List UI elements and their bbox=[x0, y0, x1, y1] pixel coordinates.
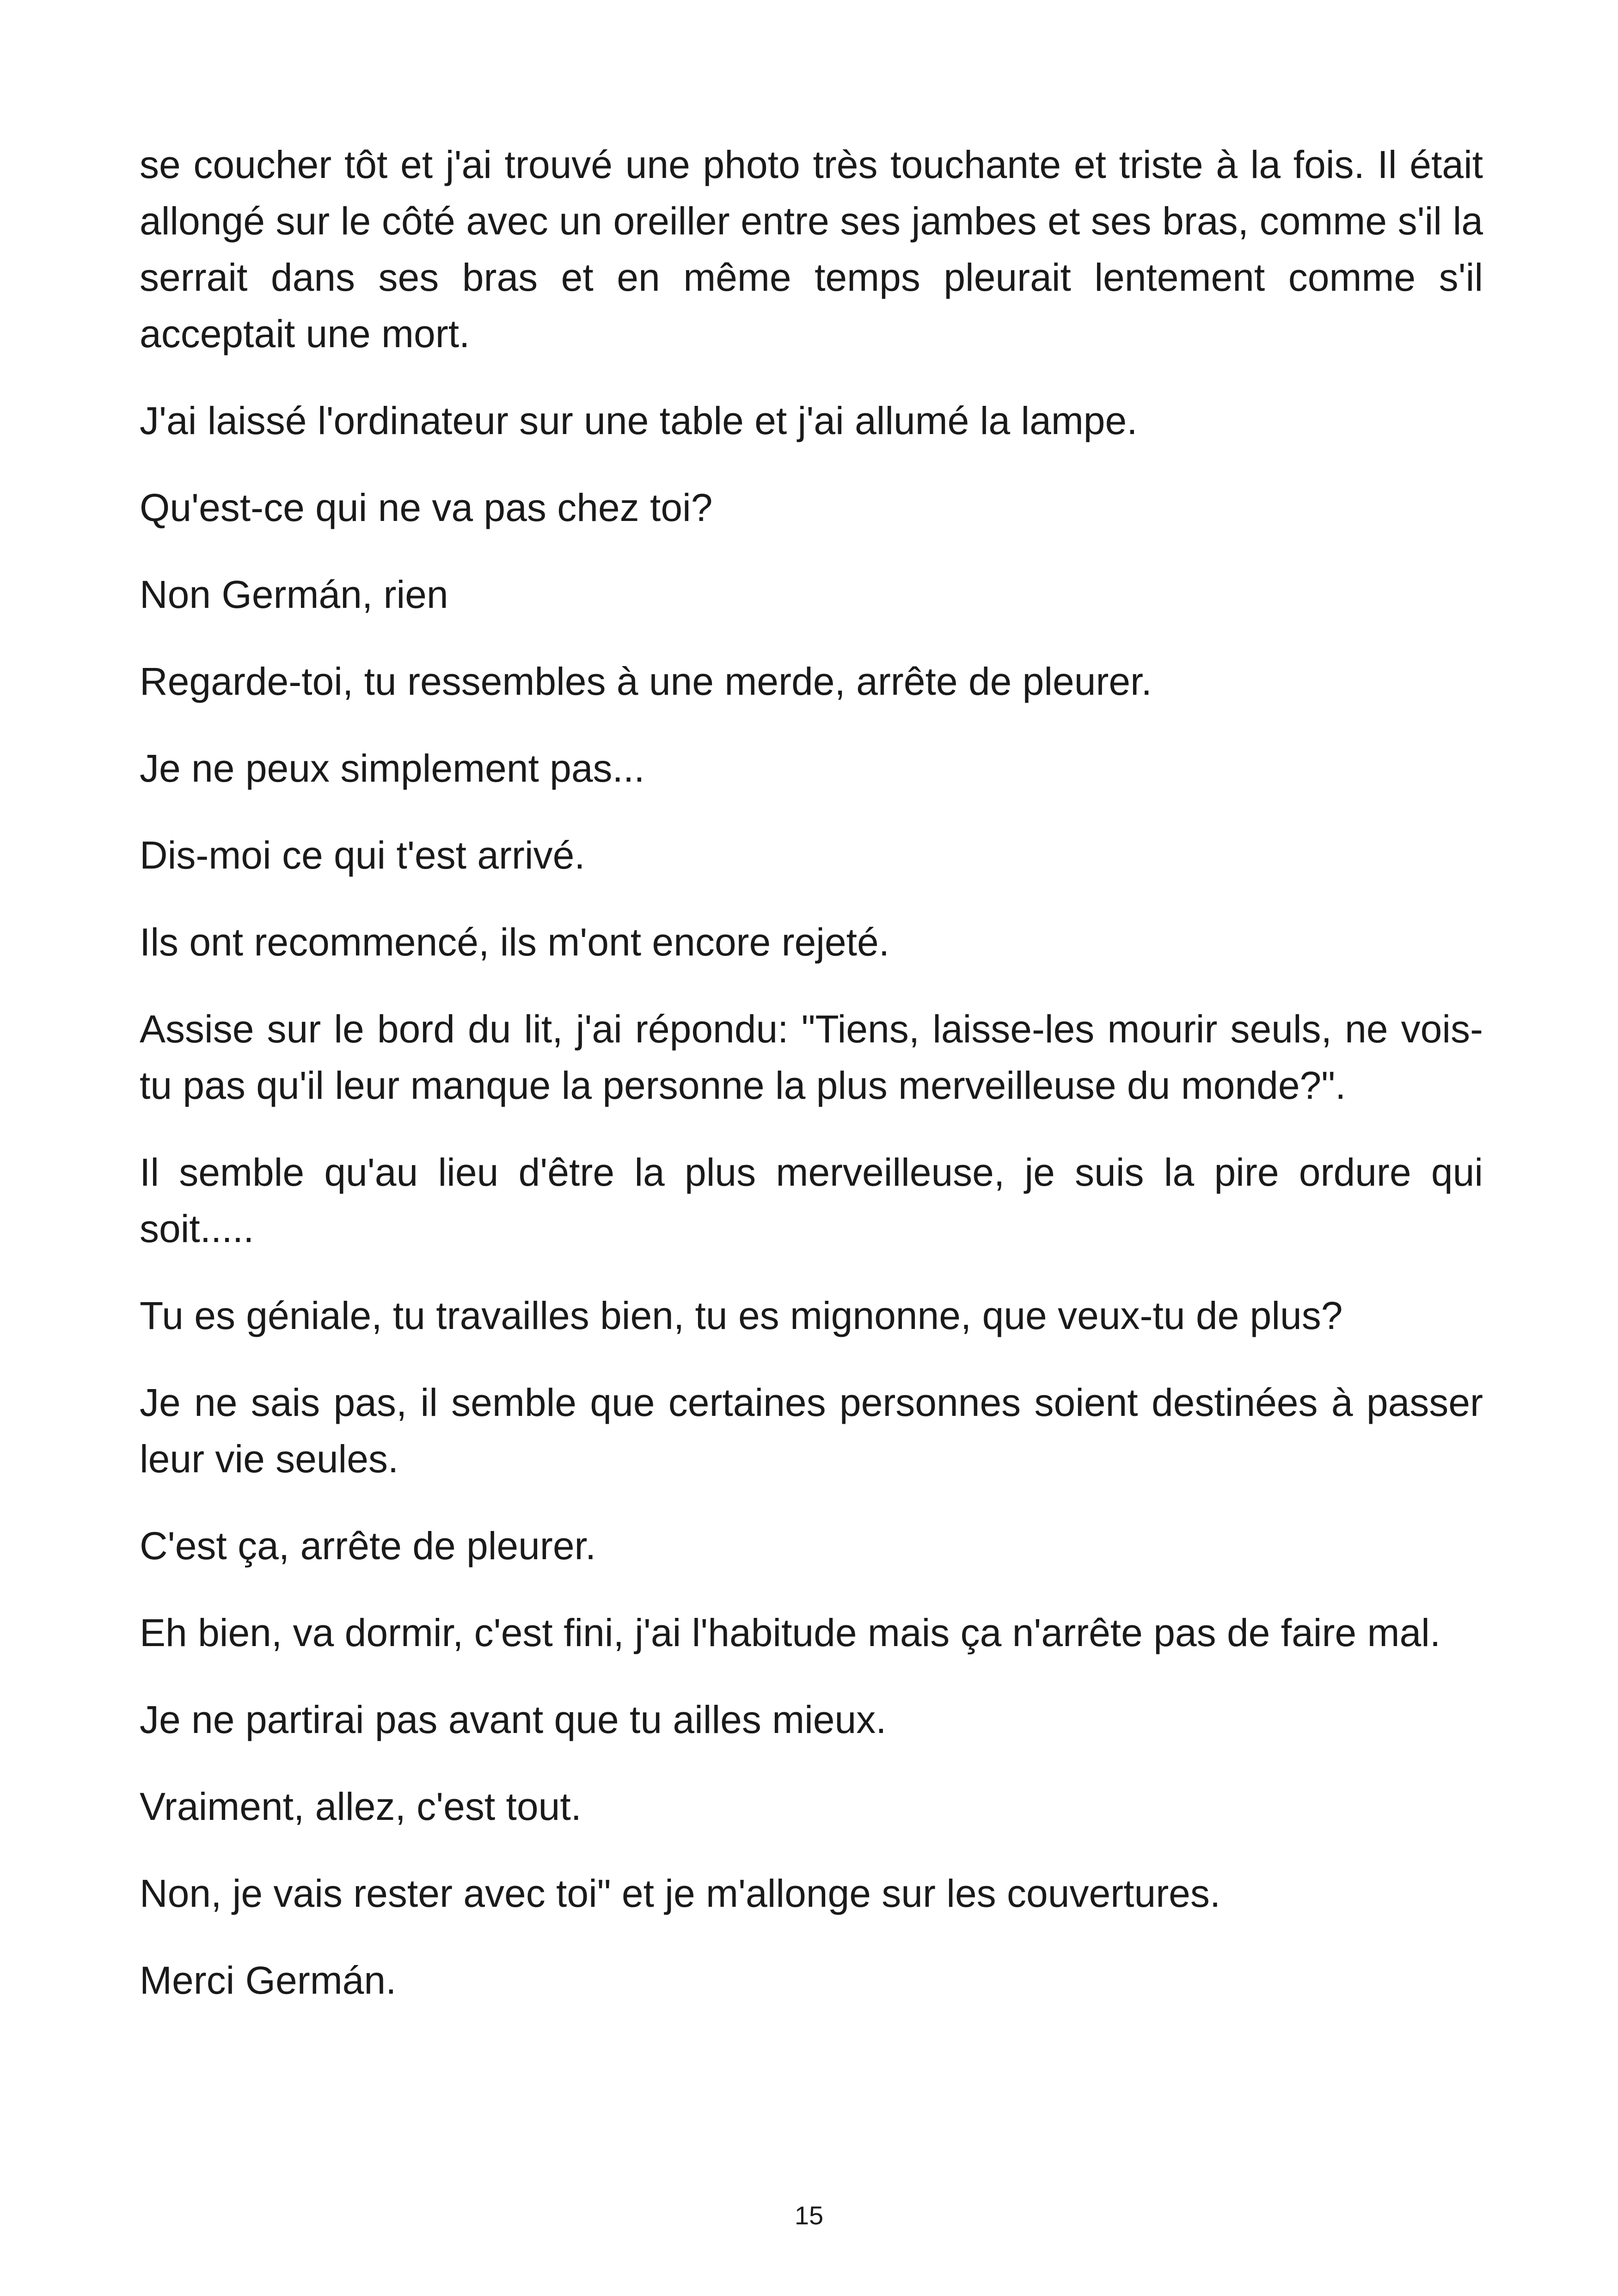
paragraph: Tu es géniale, tu travailles bien, tu es mignonne, que veux-tu de plus? bbox=[140, 1294, 1343, 1337]
paragraph: Non, je vais rester avec toi" et je m'allonge sur les couvertures. bbox=[140, 1872, 1221, 1915]
paragraph: Non Germán, rien bbox=[140, 573, 448, 616]
paragraph: Assise sur le bord du lit, j'ai répondu: "Tiens, laisse-les mourir seuls, ne vois-tu pas qu'il leur manque la personne la plus merveilleuse du monde?". bbox=[140, 1007, 1483, 1107]
paragraph: Eh bien, va dormir, c'est fini, j'ai l'habitude mais ça n'arrête pas de faire mal. bbox=[140, 1611, 1441, 1654]
paragraph: Je ne peux simplement pas... bbox=[140, 747, 645, 790]
paragraph: Dis-moi ce qui t'est arrivé. bbox=[140, 833, 585, 877]
paragraph: se coucher tôt et j'ai trouvé une photo très touchante et triste à la fois. Il était allongé sur le côté avec un oreiller entre ses jambes et ses bras, comme s'il la serrait dans ses bras et en même temps pleurait lentement comme s'il acceptait une mort. bbox=[140, 143, 1483, 355]
page-number: 15 bbox=[794, 2201, 824, 2230]
paragraph: Je ne sais pas, il semble que certaines personnes soient destinées à passer leur vie seules. bbox=[140, 1381, 1483, 1481]
paragraph: Merci Germán. bbox=[140, 1959, 397, 2002]
paragraph: Qu'est-ce qui ne va pas chez toi? bbox=[140, 486, 713, 529]
paragraph: Ils ont recommencé, ils m'ont encore rejeté. bbox=[140, 920, 890, 964]
body-text bbox=[140, 136, 1483, 2039]
paragraph: Je ne partirai pas avant que tu ailles mieux. bbox=[140, 1698, 887, 1741]
paragraph: Regarde-toi, tu ressembles à une merde, arrête de pleurer. bbox=[140, 660, 1152, 703]
paragraph: J'ai laissé l'ordinateur sur une table et j'ai allumé la lampe. bbox=[140, 399, 1138, 442]
paragraph: Vraiment, allez, c'est tout. bbox=[140, 1785, 582, 1828]
paragraph: Il semble qu'au lieu d'être la plus merveilleuse, je suis la pire ordure qui soit..... bbox=[140, 1151, 1483, 1250]
paragraph: C'est ça, arrête de pleurer. bbox=[140, 1524, 596, 1567]
